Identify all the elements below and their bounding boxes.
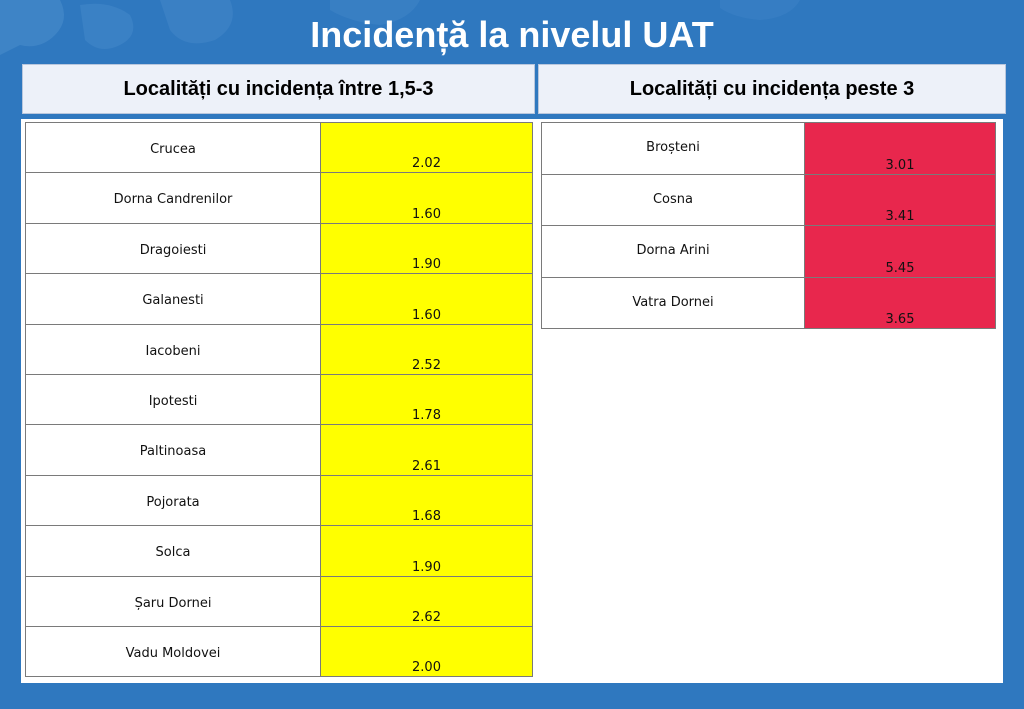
table-row: [26, 425, 533, 475]
incidence-value: 1.68: [321, 475, 533, 525]
incidence-value: 2.61: [321, 425, 533, 475]
incidence-value: 1.78: [321, 374, 533, 424]
table-row: [542, 226, 996, 278]
locality-name: Crucea: [26, 123, 321, 173]
locality-name: Dorna Arini: [542, 226, 805, 278]
locality-name: Broșteni: [542, 123, 805, 175]
table-row: [26, 324, 533, 374]
high-incidence-header: Localități cu incidența peste 3: [538, 64, 1006, 114]
high-incidence-table: [541, 122, 996, 329]
locality-name: Cosna: [542, 174, 805, 226]
incidence-value: 1.60: [321, 173, 533, 223]
incidence-value: 3.01: [805, 123, 996, 175]
locality-name: Ipotesti: [26, 374, 321, 424]
locality-name: Iacobeni: [26, 324, 321, 374]
table-row: [26, 173, 533, 223]
low-incidence-header: Localități cu incidența între 1,5-3: [22, 64, 535, 114]
locality-name: Vadu Moldovei: [26, 626, 321, 676]
locality-name: Dorna Candrenilor: [26, 173, 321, 223]
table-row: [26, 274, 533, 324]
incidence-value: 2.52: [321, 324, 533, 374]
incidence-value: 5.45: [805, 226, 996, 278]
low-incidence-table: [25, 122, 533, 677]
table-row: [26, 576, 533, 626]
incidence-value: 2.02: [321, 123, 533, 173]
locality-name: Dragoiesti: [26, 223, 321, 273]
incidence-value: 3.65: [805, 277, 996, 329]
table-row: [542, 123, 996, 175]
locality-name: Solca: [26, 526, 321, 576]
incidence-value: 2.00: [321, 626, 533, 676]
locality-name: Paltinoasa: [26, 425, 321, 475]
table-row: [26, 223, 533, 273]
table-row: [26, 475, 533, 525]
incidence-value: 1.90: [321, 526, 533, 576]
table-row: [26, 123, 533, 173]
tables-panel: [21, 119, 1003, 683]
table-row: [542, 174, 996, 226]
table-row: [542, 277, 996, 329]
incidence-value: 3.41: [805, 174, 996, 226]
table-row: [26, 626, 533, 676]
locality-name: Galanesti: [26, 274, 321, 324]
incidence-value: 1.90: [321, 223, 533, 273]
page-title: Incidență la nivelul UAT: [310, 14, 714, 55]
locality-name: Pojorata: [26, 475, 321, 525]
table-row: [26, 374, 533, 424]
locality-name: Șaru Dornei: [26, 576, 321, 626]
table-row: [26, 526, 533, 576]
incidence-value: 1.60: [321, 274, 533, 324]
locality-name: Vatra Dornei: [542, 277, 805, 329]
incidence-value: 2.62: [321, 576, 533, 626]
